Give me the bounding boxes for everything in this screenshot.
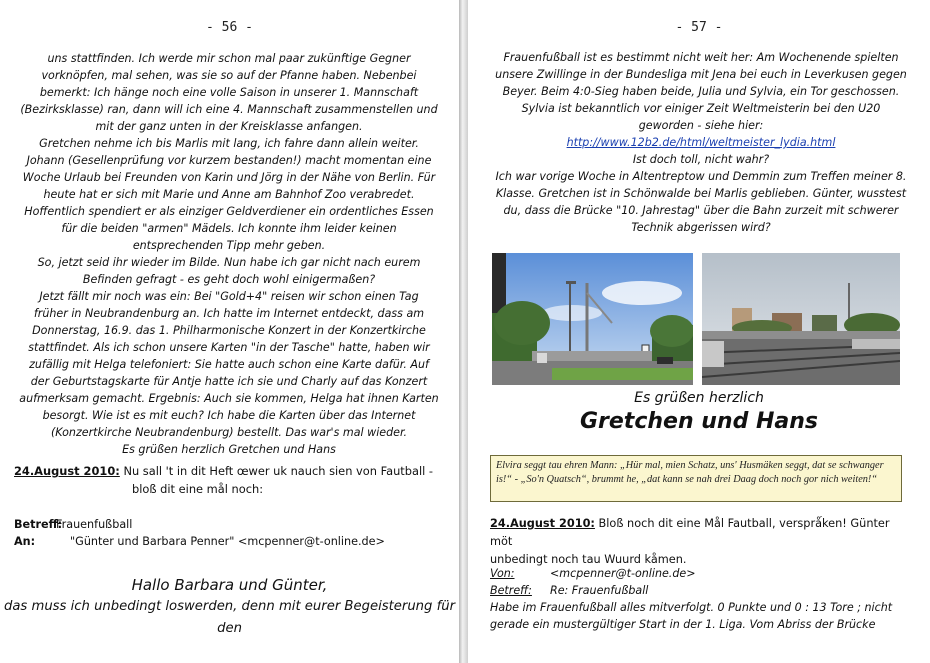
text-line: Ich war vorige Woche in Altentreptow und Demmin zum Treffen meiner 8. <box>495 170 907 183</box>
betreff-label-right: Betreff: <box>490 584 532 597</box>
mail-line-2: gerade ein mustergültiger Start in der 1. Liga. Vom Abriss der Brücke <box>490 618 876 631</box>
an-label: An: <box>14 535 36 548</box>
text-line: So, jetzt seid ihr wieder im Bilde. Nun habe ich gar nicht nach eurem <box>37 256 421 269</box>
text-line: Befinden gefragt - es geht doch wohl einigermaßen? <box>82 273 376 286</box>
page-number-left: - 56 - <box>206 20 253 35</box>
text-line: Beyer. Beim 4:0-Sieg haben beide, Julia und Sylvia, ein Tor geschossen. <box>502 85 900 98</box>
left-letter-body <box>14 50 444 458</box>
text-line: der Geburtstagskarte für Antje hatte ich sie und Charly auf das Konzert <box>30 375 428 388</box>
text-line: Frauenfußball ist es bestimmt nicht weit her: Am Wochenende spielten <box>503 51 899 64</box>
photo-strip <box>492 253 900 385</box>
right-email-block <box>490 565 910 633</box>
left-email-header <box>14 516 385 550</box>
text-line: früher in Neubrandenburg an. Ich hatte im Internet entdeckt, dass am <box>33 307 425 320</box>
mail-line-1: Habe im Frauenfußball alles mitverfolgt. 0 Punkte und 0 : 13 Tore ; nicht <box>490 601 893 614</box>
left-plat-date: 24.August 2010: <box>14 464 120 478</box>
text-line: für die beiden "armen" Mädels. Ich konnte ihm leider keinen <box>61 222 397 235</box>
right-plat-paragraph <box>490 515 910 569</box>
text-line: Hoffentlich spendiert er als einziger Geldverdiener ein ordentliches Essen <box>24 205 434 218</box>
text-line: mit der ganz unten in der Kreisklasse anfangen. <box>95 120 363 133</box>
text-line: Woche Urlaub bei Freunden von Karin und Jörg in der Nähe von Berlin. Für <box>22 171 436 184</box>
right-plat-date: 24.August 2010: <box>490 517 595 530</box>
von-value: <mcpenner@t-online.de> <box>550 567 696 580</box>
text-line: besorgt. Wie ist es mit euch? Ich habe die Karten über das Internet <box>42 409 416 422</box>
betreff-value: Frauenfußball <box>56 518 133 531</box>
text-line: Johann (Gesellenprüfung vor kurzem bestanden!) macht momentan eine <box>26 154 432 167</box>
text-line: (Konzertkirche Neubrandenburg) bestellt. Das war's mal wieder. <box>50 426 408 439</box>
text-line: Es grüßen herzlich Gretchen und Hans <box>122 443 336 456</box>
left-page <box>0 0 459 663</box>
von-label: Von: <box>490 567 515 580</box>
right-plat-line1: Bloß noch dit eine Mål Fautball, versprǻken! Günter möt <box>490 517 890 548</box>
right-letter-body <box>486 49 916 236</box>
text-line: Donnerstag, 16.9. das 1. Philharmonische Konzert in der Konzertkirche <box>32 324 426 337</box>
page-number-right: - 57 - <box>675 20 723 35</box>
salutation: Hallo Barbara und Günter, <box>131 576 328 594</box>
weltmeister-link[interactable]: http://www.12b2.de/html/weltmeister_lydia.html <box>566 136 836 149</box>
text-line: heute hat er sich mit Marie und Anne am Bahnhof Zoo verabredet. <box>43 188 415 201</box>
joke-box: Elvira seggt tau ehren Mann: „Hür mal, mien Schatz, uns' Husmäken seggt, dat se schwanger is!“ - „So'n Quatsch“, brummt he, „dat kann se nah drei Daag doch noch gor nich weiten!“ <box>490 455 902 502</box>
left-plat-line1: Nu sall 't in dit Heft œwer uk nauch sien von Fautball - <box>119 464 434 478</box>
right-page <box>468 0 930 663</box>
text-line: Technik abgerissen wird? <box>631 221 771 234</box>
right-lines-a <box>486 49 916 134</box>
sign-off-names: Gretchen und Hans <box>579 409 819 434</box>
text-line: Jetzt fällt mir noch was ein: Bei "Gold+4" reisen wir schon einen Tag <box>39 290 419 303</box>
photo-street-crane <box>492 253 693 385</box>
text-line: aufmerksam gemacht. Ergebnis: Auch sie kommen, Helga hat ihnen Karten <box>19 392 439 405</box>
an-value: "Günter und Barbara Penner" <mcpenner@t-online.de> <box>70 535 385 548</box>
text-line: uns stattfinden. Ich werde mir schon mal paar zukünftige Gegner <box>47 52 411 65</box>
left-plat-line2: bloß dit eine mål noch: <box>132 482 264 496</box>
betreff-label: Betreff: <box>14 518 63 531</box>
text-line: stattfindet. Als ich schon unsere Karten "in der Tasche" hatte, haben wir <box>28 341 430 354</box>
text-line: bemerkt: Ich hänge noch eine volle Saison in unserer 1. Mannschaft <box>39 86 419 99</box>
text-line: Ist doch toll, nicht wahr? <box>632 153 770 166</box>
text-line: Klasse. Gretchen ist in Schönwalde bei Marlis geblieben. Günter, wusstest <box>495 187 907 200</box>
right-lines-b <box>486 151 916 236</box>
text-line: Gretchen nehme ich bis Marlis mit lang, ich fahre dann allein weiter. <box>39 137 419 150</box>
book-gutter <box>459 0 468 663</box>
text-line: entsprechenden Tipp mehr geben. <box>132 239 326 252</box>
text-line: du, dass die Brücke "10. Jahrestag" über die Bahn zurzeit mit schwerer <box>503 204 899 217</box>
photo-bridge-demolition <box>702 253 900 385</box>
left-plat-paragraph <box>14 462 444 498</box>
right-plat-line2: unbedingt noch tau Wuurd kåmen. <box>490 553 687 566</box>
sign-off-small: Es grüßen herzlich <box>634 390 764 406</box>
left-salutation-block <box>0 574 459 640</box>
text-line: vorknöpfen, mal sehen, was sie so auf der Pfanne haben. Nebenbei <box>41 69 417 82</box>
text-line: geworden - siehe hier: <box>638 119 764 132</box>
closing-line: das muss ich unbedingt loswerden, denn mit eurer Begeisterung für den <box>3 599 456 636</box>
text-line: unsere Zwillinge in der Bundesliga mit Jena bei euch in Leverkusen gegen <box>495 68 907 81</box>
text-line: zufällig mit Helga telefoniert: Sie hatte auch schon eine Karte dafür. Auf <box>29 358 429 371</box>
betreff-value-right: Re: Frauenfußball <box>550 584 649 597</box>
text-line: (Bezirksklasse) ran, dann will ich eine 4. Mannschaft zusammenstellen und <box>20 103 438 116</box>
text-line: Sylvia ist bekanntlich vor einiger Zeit Weltmeisterin bei den U20 <box>521 102 881 115</box>
